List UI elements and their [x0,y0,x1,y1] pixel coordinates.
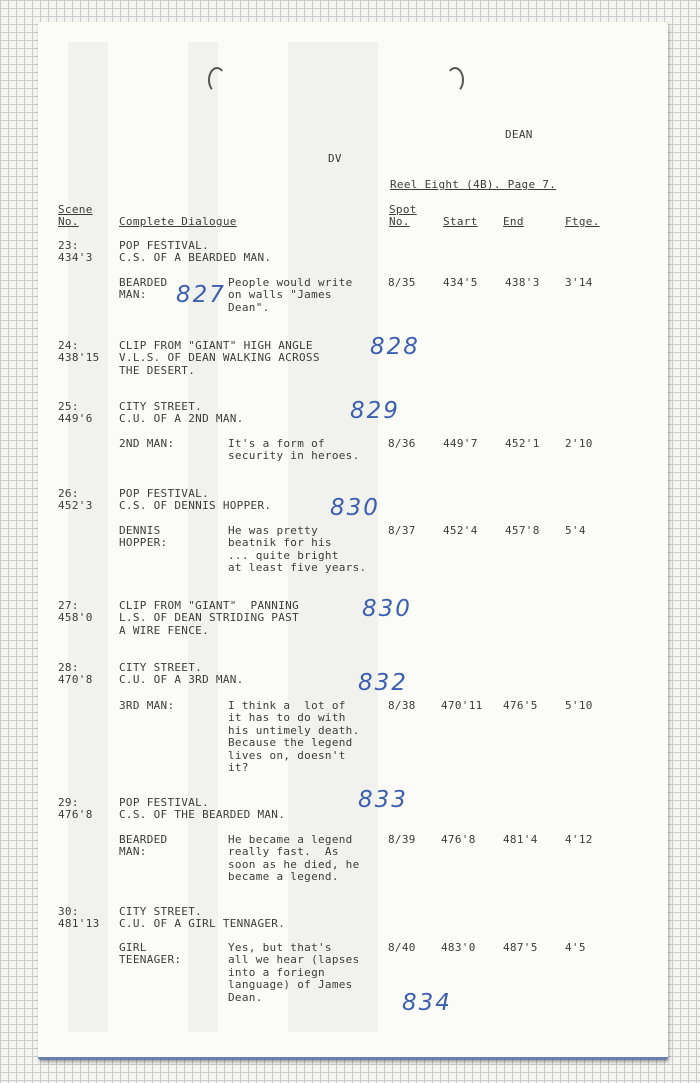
dialogue-line: He became a legend really fast. As soon as he died, he became a legend. [228,833,360,884]
dialogue-line: Yes, but that's all we hear (lapses into a foriegn language) of James Dean. [228,941,360,1004]
handwritten-number: 832 [358,670,408,696]
scene-footage: 449'6 [58,412,93,425]
ftge-value: 4'12 [565,833,593,846]
header-dv: DV [328,152,342,165]
toner-smudge [188,42,218,1032]
end-value: 457'8 [505,524,540,537]
col-start: Start [443,215,478,228]
start-value: 449'7 [443,437,478,450]
col-ftge: Ftge. [565,215,600,228]
handwritten-number: 830 [330,495,380,521]
scene-footage: 452'3 [58,499,93,512]
ftge-value: 4'5 [565,941,586,954]
spot-number: 8/40 [388,941,416,954]
scene-footage: 434'3 [58,251,93,264]
speaker: DENNIS HOPPER: [119,524,168,550]
scene-footage: 476'8 [58,808,93,821]
scene-footage: 458'0 [58,611,93,624]
end-value: 476'5 [503,699,538,712]
scene-number: 29: [58,796,79,809]
handwritten-number: 827 [176,282,226,308]
scene-number: 27: [58,599,79,612]
end-value: 452'1 [505,437,540,450]
col-scene-1: Scene [58,203,93,216]
start-value: 452'4 [443,524,478,537]
scene-description: POP FESTIVAL. C.S. OF DENNIS HOPPER. [119,487,272,513]
col-scene-2: No. [58,215,79,228]
scene-footage: 438'15 [58,351,100,364]
col-spot-1: Spot [389,203,417,216]
scene-number: 24: [58,339,79,352]
ftge-value: 3'14 [565,276,593,289]
speaker: BEARDED MAN: [119,833,168,859]
start-value: 470'11 [441,699,483,712]
start-value: 483'0 [441,941,476,954]
handwritten-number: 834 [402,990,452,1016]
handwritten-number: 830 [362,596,412,622]
col-end: End [503,215,524,228]
ftge-value: 2'10 [565,437,593,450]
scene-description: CITY STREET. C.U. OF A 2ND MAN. [119,400,244,426]
scene-number: 25: [58,400,79,413]
spot-number: 8/39 [388,833,416,846]
end-value: 487'5 [503,941,538,954]
scene-description: CITY STREET. C.U. OF A GIRL TENNAGER. [119,905,286,931]
toner-smudge [68,42,108,1032]
dialogue-line: It's a form of security in heroes. [228,437,360,463]
punch-hole [208,67,226,93]
dialogue-line: I think a lot of it has to do with his untimely death. Because the legend lives on, doesn't it? [228,699,360,775]
speaker: BEARDED MAN: [119,276,168,302]
speaker: 2ND MAN: [119,437,175,450]
spot-number: 8/35 [388,276,416,289]
start-value: 476'8 [441,833,476,846]
punch-hole [446,67,464,93]
scene-description: CLIP FROM "GIANT" PANNING L.S. OF DEAN STRIDING PAST A WIRE FENCE. [119,599,299,637]
spot-number: 8/36 [388,437,416,450]
dialogue-line: People would write on walls "James Dean". [228,276,353,314]
handwritten-number: 833 [358,787,408,813]
col-spot-2: No. [389,215,410,228]
scene-description: POP FESTIVAL. C.S. OF THE BEARDED MAN. [119,796,286,822]
handwritten-number: 828 [370,334,420,360]
ftge-value: 5'10 [565,699,593,712]
end-value: 438'3 [505,276,540,289]
scene-description: CLIP FROM "GIANT" HIGH ANGLE V.L.S. OF DEAN WALKING ACROSS THE DESERT. [119,339,320,377]
scene-footage: 481'13 [58,917,100,930]
scene-description: POP FESTIVAL. C.S. OF A BEARDED MAN. [119,239,272,265]
start-value: 434'5 [443,276,478,289]
header-dean: DEAN [505,128,533,141]
ftge-value: 5'4 [565,524,586,537]
scene-number: 28: [58,661,79,674]
dialogue-line: He was pretty beatnik for his ... quite bright at least five years. [228,524,367,575]
spot-number: 8/38 [388,699,416,712]
scene-description: CITY STREET. C.U. OF A 3RD MAN. [119,661,244,687]
scene-footage: 470'8 [58,673,93,686]
scene-number: 23: [58,239,79,252]
col-dialogue: Complete Dialogue [119,215,237,228]
spot-number: 8/37 [388,524,416,537]
speaker: GIRL TEENAGER: [119,941,182,967]
end-value: 481'4 [503,833,538,846]
scene-number: 30: [58,905,79,918]
handwritten-number: 829 [350,398,400,424]
speaker: 3RD MAN: [119,699,175,712]
header-reel: Reel Eight (4B). Page 7. [390,178,557,191]
scene-number: 26: [58,487,79,500]
